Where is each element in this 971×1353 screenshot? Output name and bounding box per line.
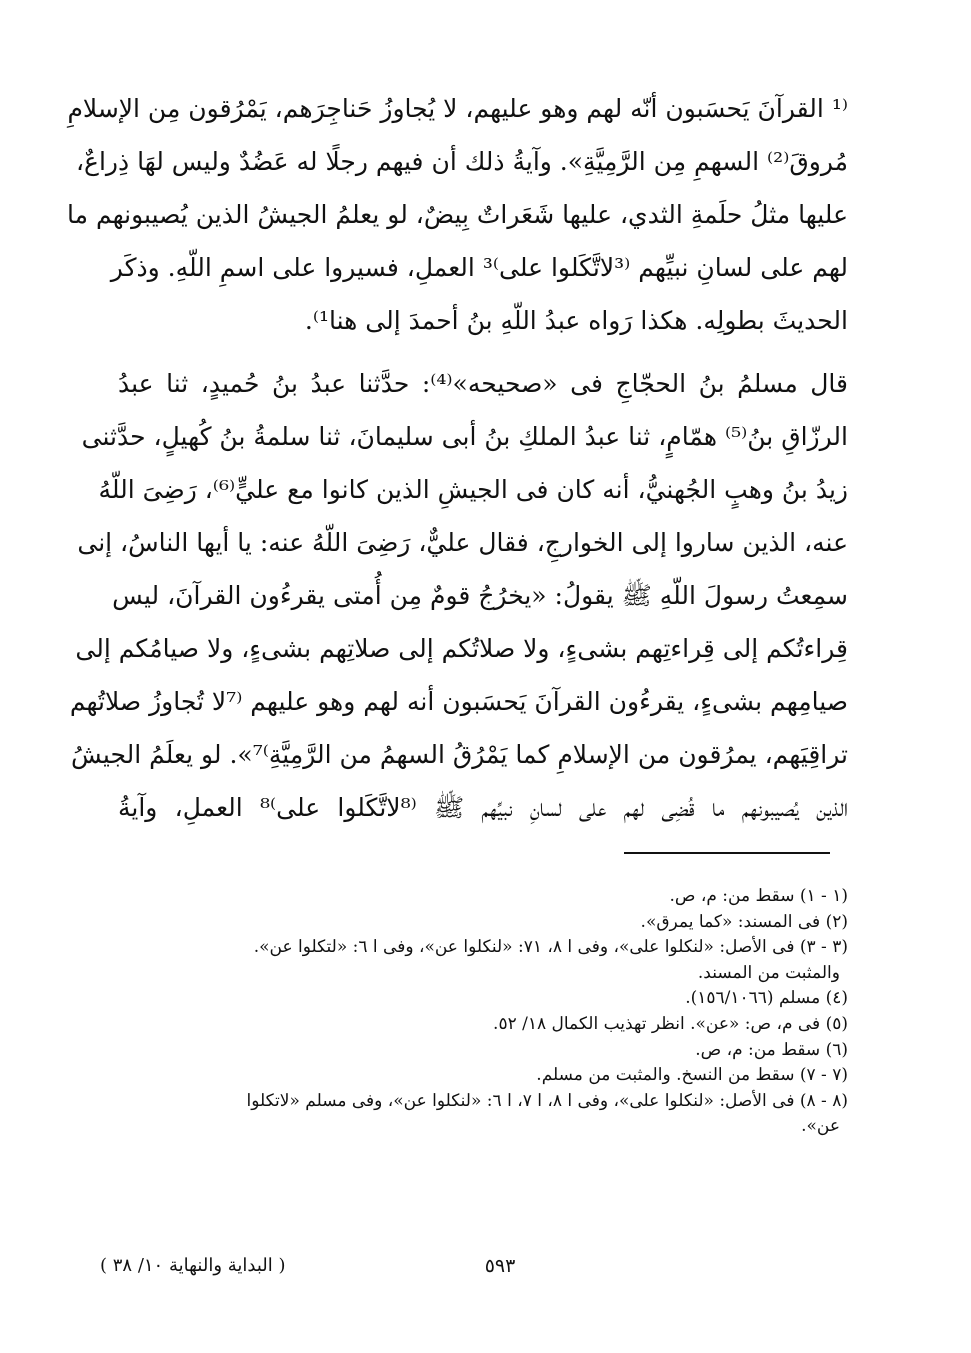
text-line: الحديثَ بطولِه. هكذا رَواه عبدُ اللّهِ بنُ أحمدَ إلى هنا¹⁾. xyxy=(304,306,848,335)
footnote: (٣ - ٣) فى الأصل: «لنكلوا على»، وفى ا ٨، ٧١: «لنكلوا عن»، وفى ا ٦: «لتكلوا عن». xyxy=(253,937,848,958)
page-number: ٥٩٣ xyxy=(484,1255,516,1277)
running-footer: ( البداية والنهاية ١٠/ ٣٨ ) xyxy=(100,1255,286,1276)
paragraph-1 xyxy=(67,82,848,347)
text-line: زيدُ بنُ وهبٍ الجُهنيُّ، أنه كان فى الجيشِ الذين كانوا مع عليٍّ⁽⁶⁾، رَضِىَ اللّهُ xyxy=(98,475,848,504)
text-line: صيامِهم بشىءٍ، يقرءُون القرآنَ يَحسَبون أنه لهم وهو عليهم ⁽⁷لا تُجاوزُ صلاتُهم xyxy=(69,687,848,716)
footnote: (٨ - ٨) فى الأصل: «لنكلوا على»، وفى ا ٨، ا ٧، ا ٦: «لنكلوا عن»، وفى مسلم «لاتكلوا xyxy=(246,1090,848,1111)
page-footer xyxy=(100,1255,850,1285)
paragraph-gap xyxy=(118,347,848,357)
footnote-continuation: والمثبت من المسند. xyxy=(697,962,840,983)
footnote: (٥) فى م، ص: «عن». انظر تهذيب الكمال ١٨/ ٥٢. xyxy=(493,1013,848,1034)
text-line: لهم على لسانِ نبيِّهم ⁽³لاتَّكَلوا على⁾³ العملِ، فسيروا على اسمِ اللّهِ. وذكَر xyxy=(110,253,848,282)
text-line: الذين يُصيبونهم ما قُضِى لهم على لسانِ نبيِّهم ﷺ ⁽⁸لاتَّكَلوا على⁾⁸ العملِ، وآيةُ xyxy=(118,793,849,822)
footnote: (٤) مسلم (١٥٦/١٠٦٦). xyxy=(685,988,848,1009)
footnote: (١ - ١) سقط من: م، ص. xyxy=(669,886,848,906)
footnote: (٦) سقط من: م، ص. xyxy=(695,1039,848,1060)
footnote-continuation: عن». xyxy=(801,1116,840,1137)
footnote: (٧ - ٧) سقط من النسخ. والمثبت من مسلم. xyxy=(536,1065,848,1086)
footnote-separator xyxy=(624,852,830,854)
text-line: قِراءتُكم إلى قِراءتِهم بشىءٍ، ولا صلاتُكم إلى صلاتِهم بشىءٍ، ولا صيامُكم إلى xyxy=(75,634,848,663)
text-line: عنه، الذين ساروا إلى الخوارجِ، فقال عليٌّ، رَضِىَ اللّهُ عنه: يا أيها الناسُ، إنى xyxy=(77,528,848,557)
text-line: تراقِيَهم، يمرُقون من الإسلامِ كما يَمْرُقُ السهمُ من الرَّمِيَّةِ⁾⁷». لو يعلَمُ الجيشُ xyxy=(71,740,848,769)
text-line: ⁽¹ القرآنَ يَحسَبون أنّه لهم وهو عليهم، لا يُجاوزُ حَناجِرَهم، يَمْرُقون مِن الإسلامِ xyxy=(67,94,848,123)
paragraph-2 xyxy=(69,357,849,834)
text-line: عليها مثلُ حلَمةِ الثدي، عليها شَعَراتٌ بِيضٌ، لو يعلمُ الجيشُ الذين يُصيبونهم ما xyxy=(67,200,848,229)
footnote: (٢) فى المسند: «كما يمرق». xyxy=(640,911,848,932)
text-line: الرزّاقِ بنُ⁽⁵⁾ همّامٍ، ثنا عبدُ الملكِ بنُ أبى سليمانَ، ثنا سلمةُ بنُ كُهيلٍ، حدَّثنى xyxy=(81,422,848,451)
text-line: سمِعتُ رسولَ اللّهِ ﷺ يقولُ: «يخرُجُ قومٌ مِن أُمتى يقرءُون القرآنَ، ليس xyxy=(112,581,848,610)
text-line: مُروقَ⁽²⁾ السهمِ مِن الرَّمِيَّةِ». وآيةُ ذلك أن فيهم رجلًا له عَضُدٌ وليس لهَا ذِراعٌ، xyxy=(75,147,848,176)
main-text xyxy=(67,82,849,834)
text-line: قال مسلمُ بنُ الحجّاجِ فى «صحيحه»⁽⁴⁾: حدَّثنا عبدُ بنُ حُميدٍ، ثنا عبدُ xyxy=(118,369,848,398)
footnotes xyxy=(120,884,848,1140)
